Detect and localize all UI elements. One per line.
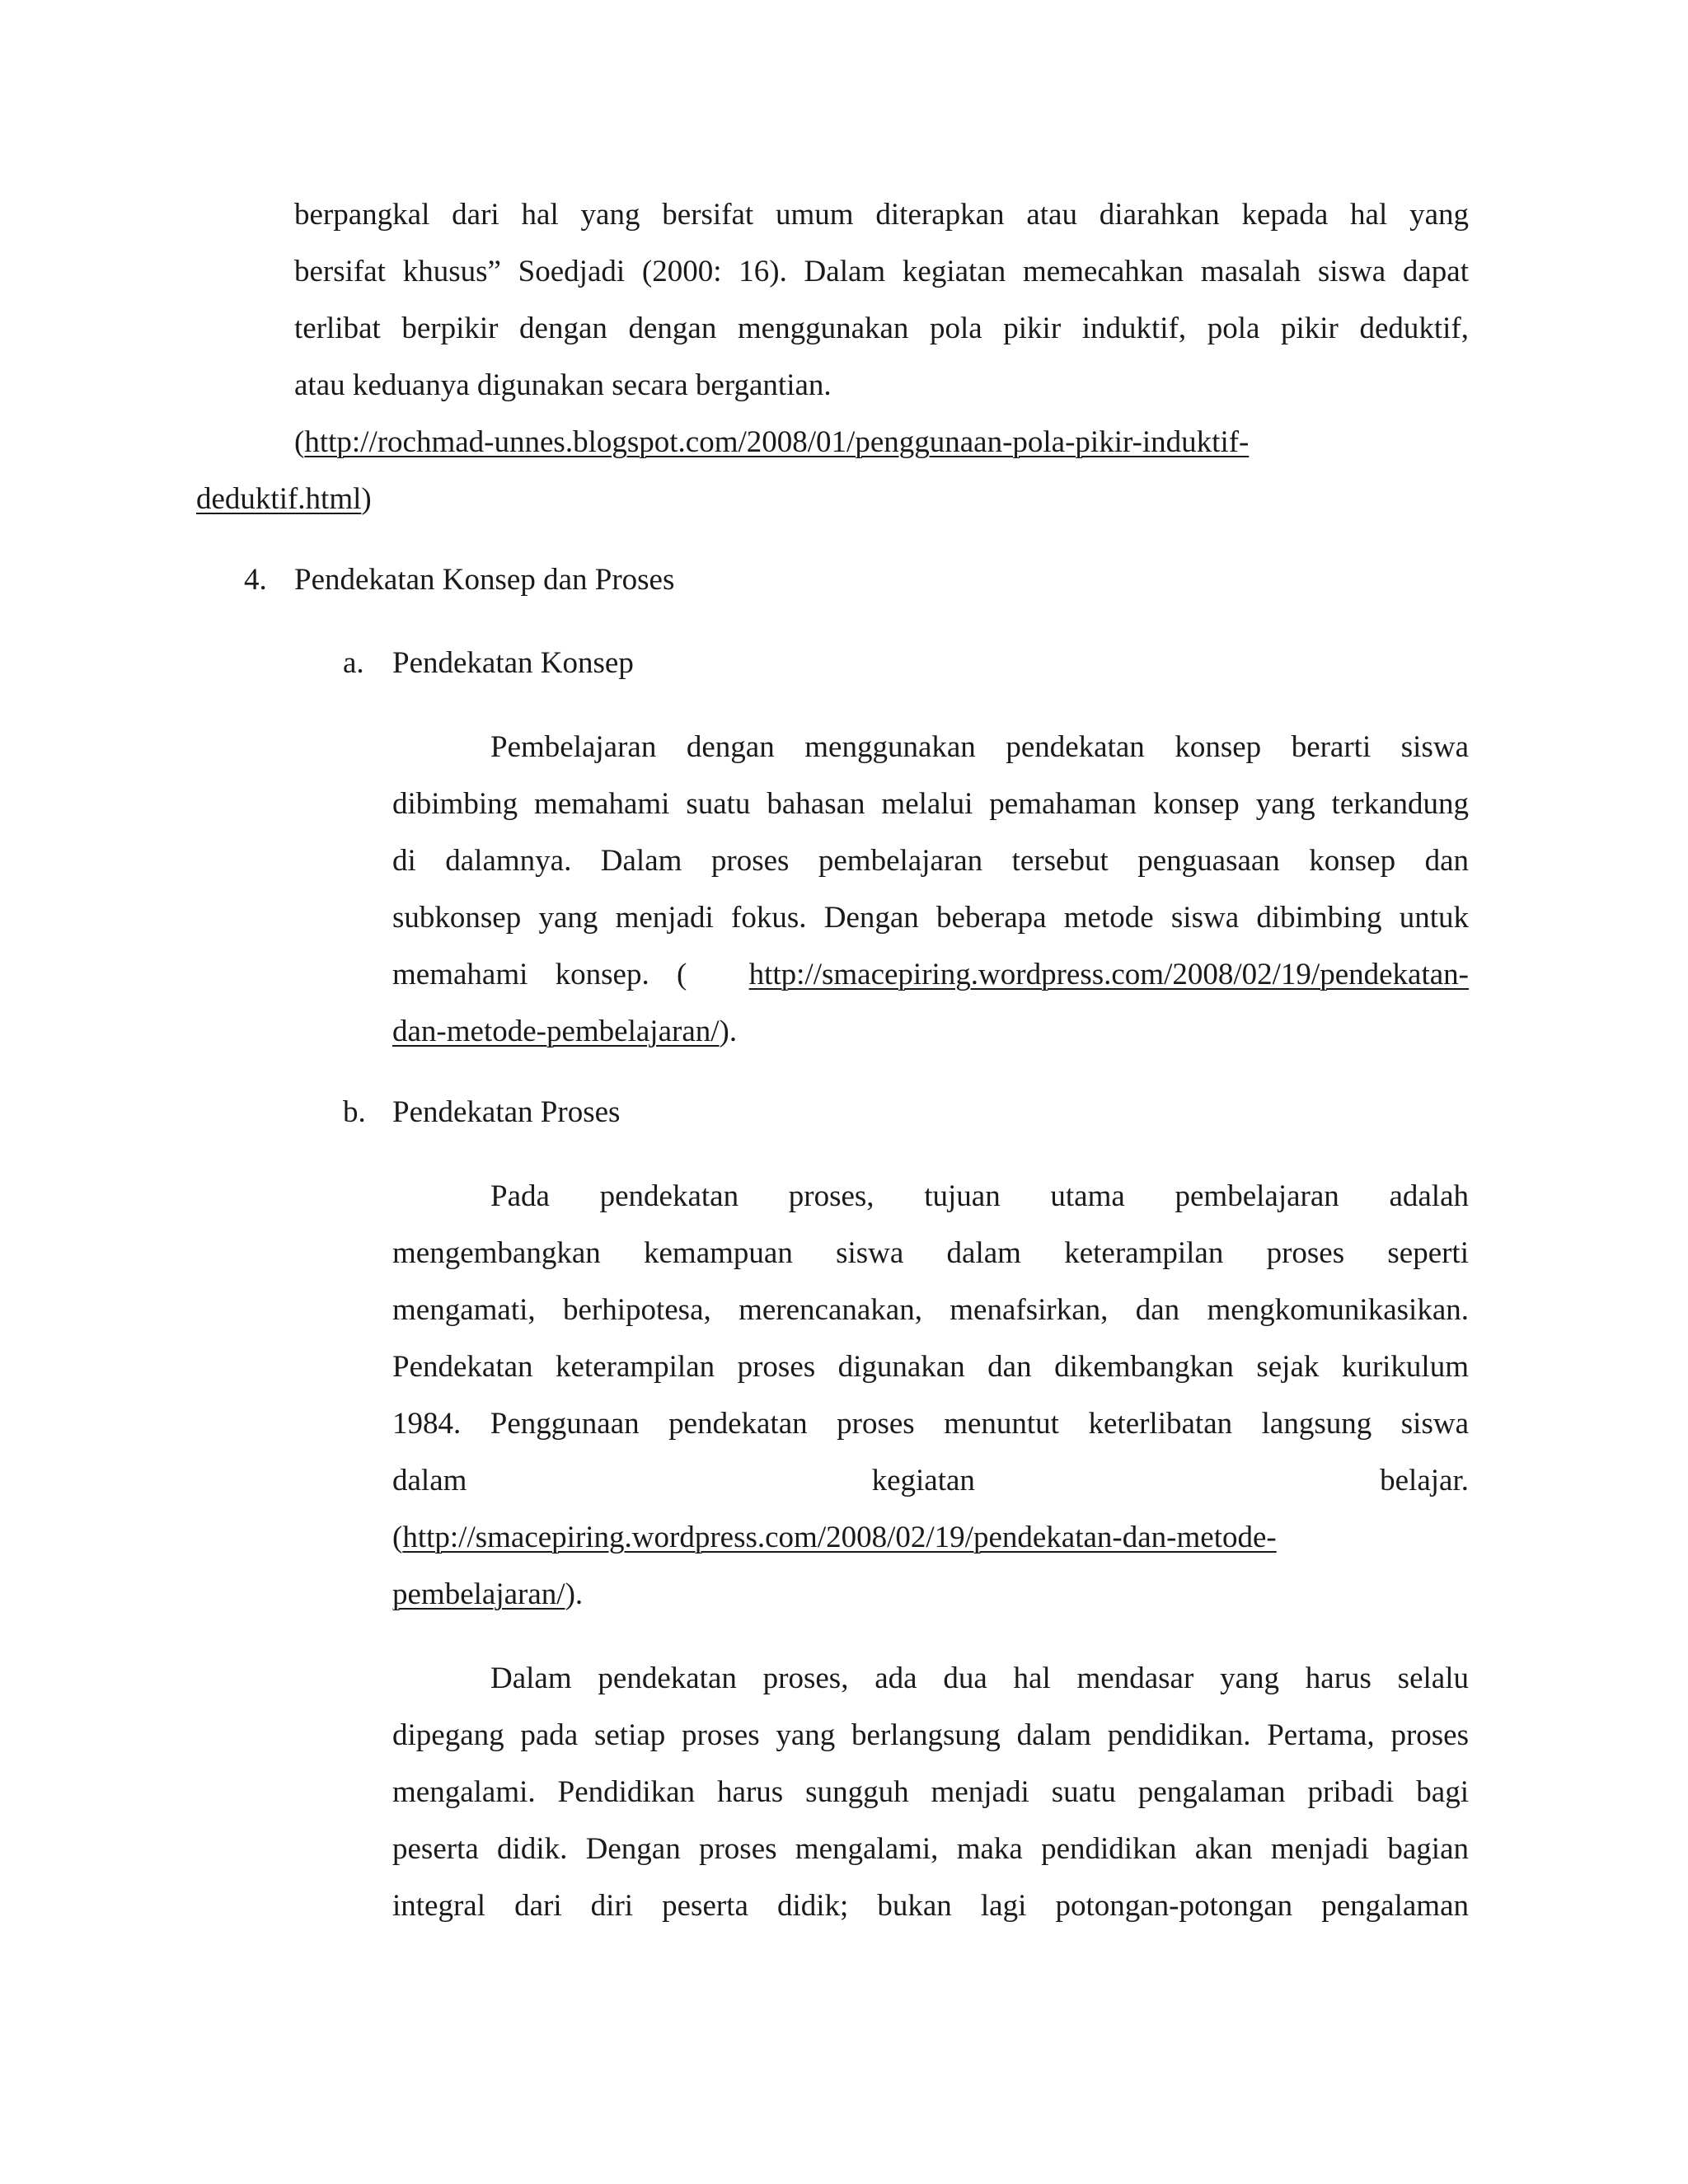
list-letter: a. xyxy=(343,646,364,680)
paragraph-line: integral dari diri peserta didik; bukan lagi potongan-potongan pengalaman xyxy=(392,1889,1469,1923)
reference-link[interactable]: http://rochmad-unnes.blogspot.com/2008/01/penggunaan-pola-pikir-induktif- xyxy=(304,425,1250,459)
reference-link[interactable]: pembelajaran/ xyxy=(392,1577,565,1611)
paragraph-line: 1984. Penggunaan pendekatan proses menuntut keterlibatan langsung siswa xyxy=(392,1407,1469,1441)
paragraph-line: di dalamnya. Dalam proses pembelajaran tersebut penguasaan konsep dan xyxy=(392,844,1469,878)
paren: ) xyxy=(361,482,372,516)
section-heading: Pendekatan Konsep dan Proses xyxy=(294,563,675,597)
paragraph-line: peserta didik. Dengan proses mengalami, maka pendidikan akan menjadi bagian xyxy=(392,1832,1469,1866)
reference-link[interactable]: http://smacepiring.wordpress.com/2008/02/19/pendekatan-dan-metode- xyxy=(402,1521,1277,1554)
reference-line xyxy=(392,1517,1277,1558)
paragraph-line: Pembelajaran dengan menggunakan pendekatan konsep berarti siswa xyxy=(490,730,1469,764)
paragraph-line: dibimbing memahami suatu bahasan melalui pemahaman konsep yang terkandung xyxy=(392,787,1469,821)
reference-line xyxy=(392,1574,583,1615)
paren: ( xyxy=(392,1521,403,1554)
paren: ). xyxy=(719,1015,738,1048)
reference-link[interactable]: dan-metode-pembelajaran/ xyxy=(392,1015,720,1048)
paren: ( xyxy=(294,425,305,459)
paragraph-line: Pendekatan keterampilan proses digunakan dan dikembangkan sejak kurikulum xyxy=(392,1350,1469,1384)
paragraph-line: mengamati, berhipotesa, merencanakan, menafsirkan, dan mengkomunikasikan. xyxy=(392,1293,1469,1327)
paragraph-line: subkonsep yang menjadi fokus. Dengan beberapa metode siswa dibimbing untuk xyxy=(392,901,1469,935)
list-number: 4. xyxy=(244,563,267,597)
paragraph-line: terlibat berpikir dengan dengan menggunakan pola pikir induktif, pola pikir deduktif, xyxy=(294,312,1469,345)
reference-link[interactable]: http://smacepiring.wordpress.com/2008/02/19/pendekatan- xyxy=(748,958,1469,991)
paragraph-line: dalam kegiatan belajar. xyxy=(392,1464,1469,1497)
paragraph-line: bersifat khusus” Soedjadi (2000: 16). Dalam kegiatan memecahkan masalah siswa dapat xyxy=(294,255,1469,288)
subsection-heading: Pendekatan Konsep xyxy=(392,646,634,680)
paren: ). xyxy=(565,1577,584,1611)
reference-line xyxy=(392,954,1469,996)
paragraph-line: Pada pendekatan proses, tujuan utama pembelajaran adalah xyxy=(490,1179,1469,1213)
paragraph-line: mengembangkan kemampuan siswa dalam keterampilan proses seperti xyxy=(392,1236,1469,1270)
list-letter: b. xyxy=(343,1095,366,1129)
line-text: memahami konsep. ( xyxy=(392,958,687,991)
paragraph-line: dipegang pada setiap proses yang berlangsung dalam pendidikan. Pertama, proses xyxy=(392,1718,1469,1752)
reference-link[interactable]: deduktif.html xyxy=(196,482,362,516)
reference-line xyxy=(294,422,1249,463)
reference-line xyxy=(392,1011,737,1052)
paragraph-line: Dalam pendekatan proses, ada dua hal mendasar yang harus selalu xyxy=(490,1661,1469,1695)
reference-line xyxy=(196,479,372,520)
paragraph-line: berpangkal dari hal yang bersifat umum diterapkan atau diarahkan kepada hal yang xyxy=(294,198,1469,232)
paragraph-line: atau keduanya digunakan secara bergantian. xyxy=(294,368,832,402)
paragraph-line: mengalami. Pendidikan harus sungguh menjadi suatu pengalaman pribadi bagi xyxy=(392,1775,1469,1809)
subsection-heading: Pendekatan Proses xyxy=(392,1095,621,1129)
